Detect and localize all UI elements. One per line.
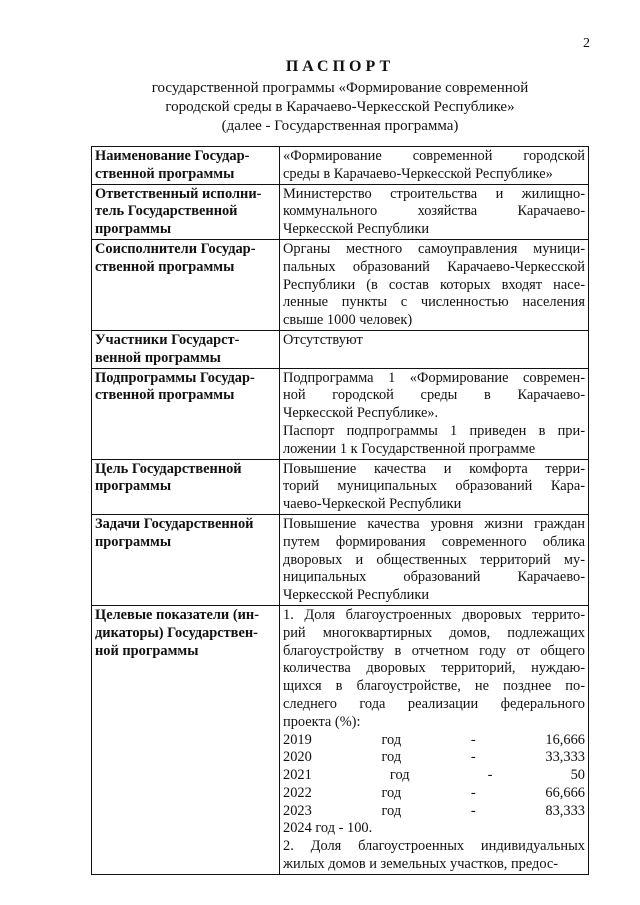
row-label-cell [92, 330, 280, 368]
row-label-cell [92, 368, 280, 459]
row-value-line: коммунального хозяйства Карачаево- [283, 203, 585, 220]
subtitle-line: государственной программы «Формирование современной [151, 80, 529, 96]
row-value-line: 2022 год - 66,666 [283, 784, 585, 801]
row-label-cell [92, 147, 280, 185]
row-label-line: программы [95, 533, 172, 550]
row-label-cell [92, 239, 280, 330]
document-title: ПАСПОРТ [285, 58, 395, 75]
row-value-line: Повышение качества и комфорта терри- [283, 460, 585, 477]
row-value-line: ной городской среды в Карачаево- [283, 387, 585, 404]
row-label-line: Целевые показатели (ин- [95, 606, 259, 623]
row-value-line: ниципальных образований Карачаево- [283, 569, 585, 586]
row-value-line: 2024 год - 100. [283, 820, 373, 837]
table-row [92, 239, 589, 330]
document-heading [90, 57, 590, 136]
row-value-cell [280, 368, 589, 459]
row-value-line: 2019 год - 16,666 [283, 731, 585, 748]
row-value-line: 1. Доля благоустроенных дворовых террито- [283, 606, 585, 623]
row-value-cell [280, 239, 589, 330]
row-value-line: 2023 год - 83,333 [283, 802, 585, 819]
row-label-line: Задачи Государственной [95, 515, 254, 532]
row-label-line: ственной программы [95, 258, 235, 275]
table-row [92, 605, 589, 874]
table-row [92, 184, 589, 239]
table-row [92, 368, 589, 459]
row-value-line: ленные пункты с численностью населения [283, 294, 585, 311]
row-value-line: Отсутствуют [283, 331, 363, 348]
row-value-cell [280, 605, 589, 874]
row-value-line: дворовых и общественных территорий му- [283, 551, 585, 568]
row-value-line: ложении 1 к Государственной программе [283, 440, 536, 457]
page-number: 2 [583, 36, 590, 51]
row-label-line: Ответственный исполни- [95, 185, 262, 202]
row-label-line: программы [95, 478, 172, 495]
row-label-cell [92, 184, 280, 239]
row-value-line: свыше 1000 человек) [283, 312, 413, 329]
row-value-line: среды в Карачаево-Черкесской Республике» [283, 165, 553, 182]
row-value-line: количества дворовых территорий, нуждаю- [283, 660, 585, 677]
subtitle-line: (далее - Государственная программа) [221, 118, 459, 134]
row-value-line: 2. Доля благоустроенных индивидуальных [283, 838, 585, 855]
row-value-line: торий муниципальных образований Кара- [283, 478, 585, 495]
row-label-line: венной программы [95, 349, 221, 366]
row-value-line: Черкесской Республики [283, 587, 430, 604]
row-label-line: Подпрограммы Государ- [95, 369, 255, 386]
row-label-line: программы [95, 221, 172, 238]
table-row [92, 330, 589, 368]
row-value-line: путем формирования современного облика [283, 533, 585, 550]
row-value-line: следнего года реализации федерального [283, 695, 585, 712]
row-value-line: Повышение качества уровня жизни граждан [283, 515, 585, 532]
row-value-line: Черкесской Республики [283, 221, 430, 238]
subtitle-line: городской среды в Карачаево-Черкесской Республике» [165, 99, 515, 115]
row-value-line: благоустройству в отчетном году от общего [283, 642, 585, 659]
row-value-cell [280, 184, 589, 239]
row-label-line: Цель Государственной [95, 460, 242, 477]
table-row [92, 147, 589, 185]
row-value-cell [280, 147, 589, 185]
table-row [92, 514, 589, 605]
row-value-line: жилых домов и земельных участков, предос- [283, 856, 559, 873]
passport-table [91, 146, 589, 875]
row-value-line: Республики (в состав которых входят насе- [283, 276, 585, 293]
row-value-line: пальных образований Карачаево-Черкесской [283, 258, 585, 275]
document-subtitle [90, 79, 590, 136]
row-label-line: Соисполнители Государ- [95, 240, 256, 257]
table-row [92, 459, 589, 514]
row-label-line: Участники Государст- [95, 331, 240, 348]
row-value-line: «Формирование современной городской [283, 148, 585, 164]
row-value-line: проекта (%): [283, 713, 361, 730]
row-value-line: Подпрограмма 1 «Формирование современ- [283, 369, 585, 386]
row-value-cell [280, 514, 589, 605]
row-value-line: Паспорт подпрограммы 1 приведен в при- [283, 422, 585, 439]
row-value-line: щихся в благоустройстве, не позднее по- [283, 678, 585, 695]
row-value-line: 2020 год - 33,333 [283, 749, 585, 766]
row-label-cell [92, 459, 280, 514]
row-label-line: дикаторы) Государствен- [95, 624, 258, 641]
row-value-line: рий многоквартирных домов, подлежащих [283, 624, 585, 641]
row-value-line: Министерство строительства и жилищно- [283, 185, 585, 202]
row-label-cell [92, 605, 280, 874]
row-label-line: ственной программы [95, 165, 235, 182]
row-label-line: ной программы [95, 642, 199, 659]
row-value-line: Черкесской Республике». [283, 405, 439, 422]
row-value-line: Органы местного самоуправления муници- [283, 240, 585, 257]
row-label-cell [92, 514, 280, 605]
row-label-line: тель Государственной [95, 203, 238, 220]
row-value-cell [280, 330, 589, 368]
row-label-line: ственной программы [95, 387, 235, 404]
row-value-cell [280, 459, 589, 514]
row-value-line: 2021 год - 50 [283, 767, 585, 784]
row-label-line: Наименование Государ- [95, 148, 250, 164]
row-value-line: чаево-Черкеской Республики [283, 496, 462, 513]
passport-table-body [92, 147, 589, 875]
